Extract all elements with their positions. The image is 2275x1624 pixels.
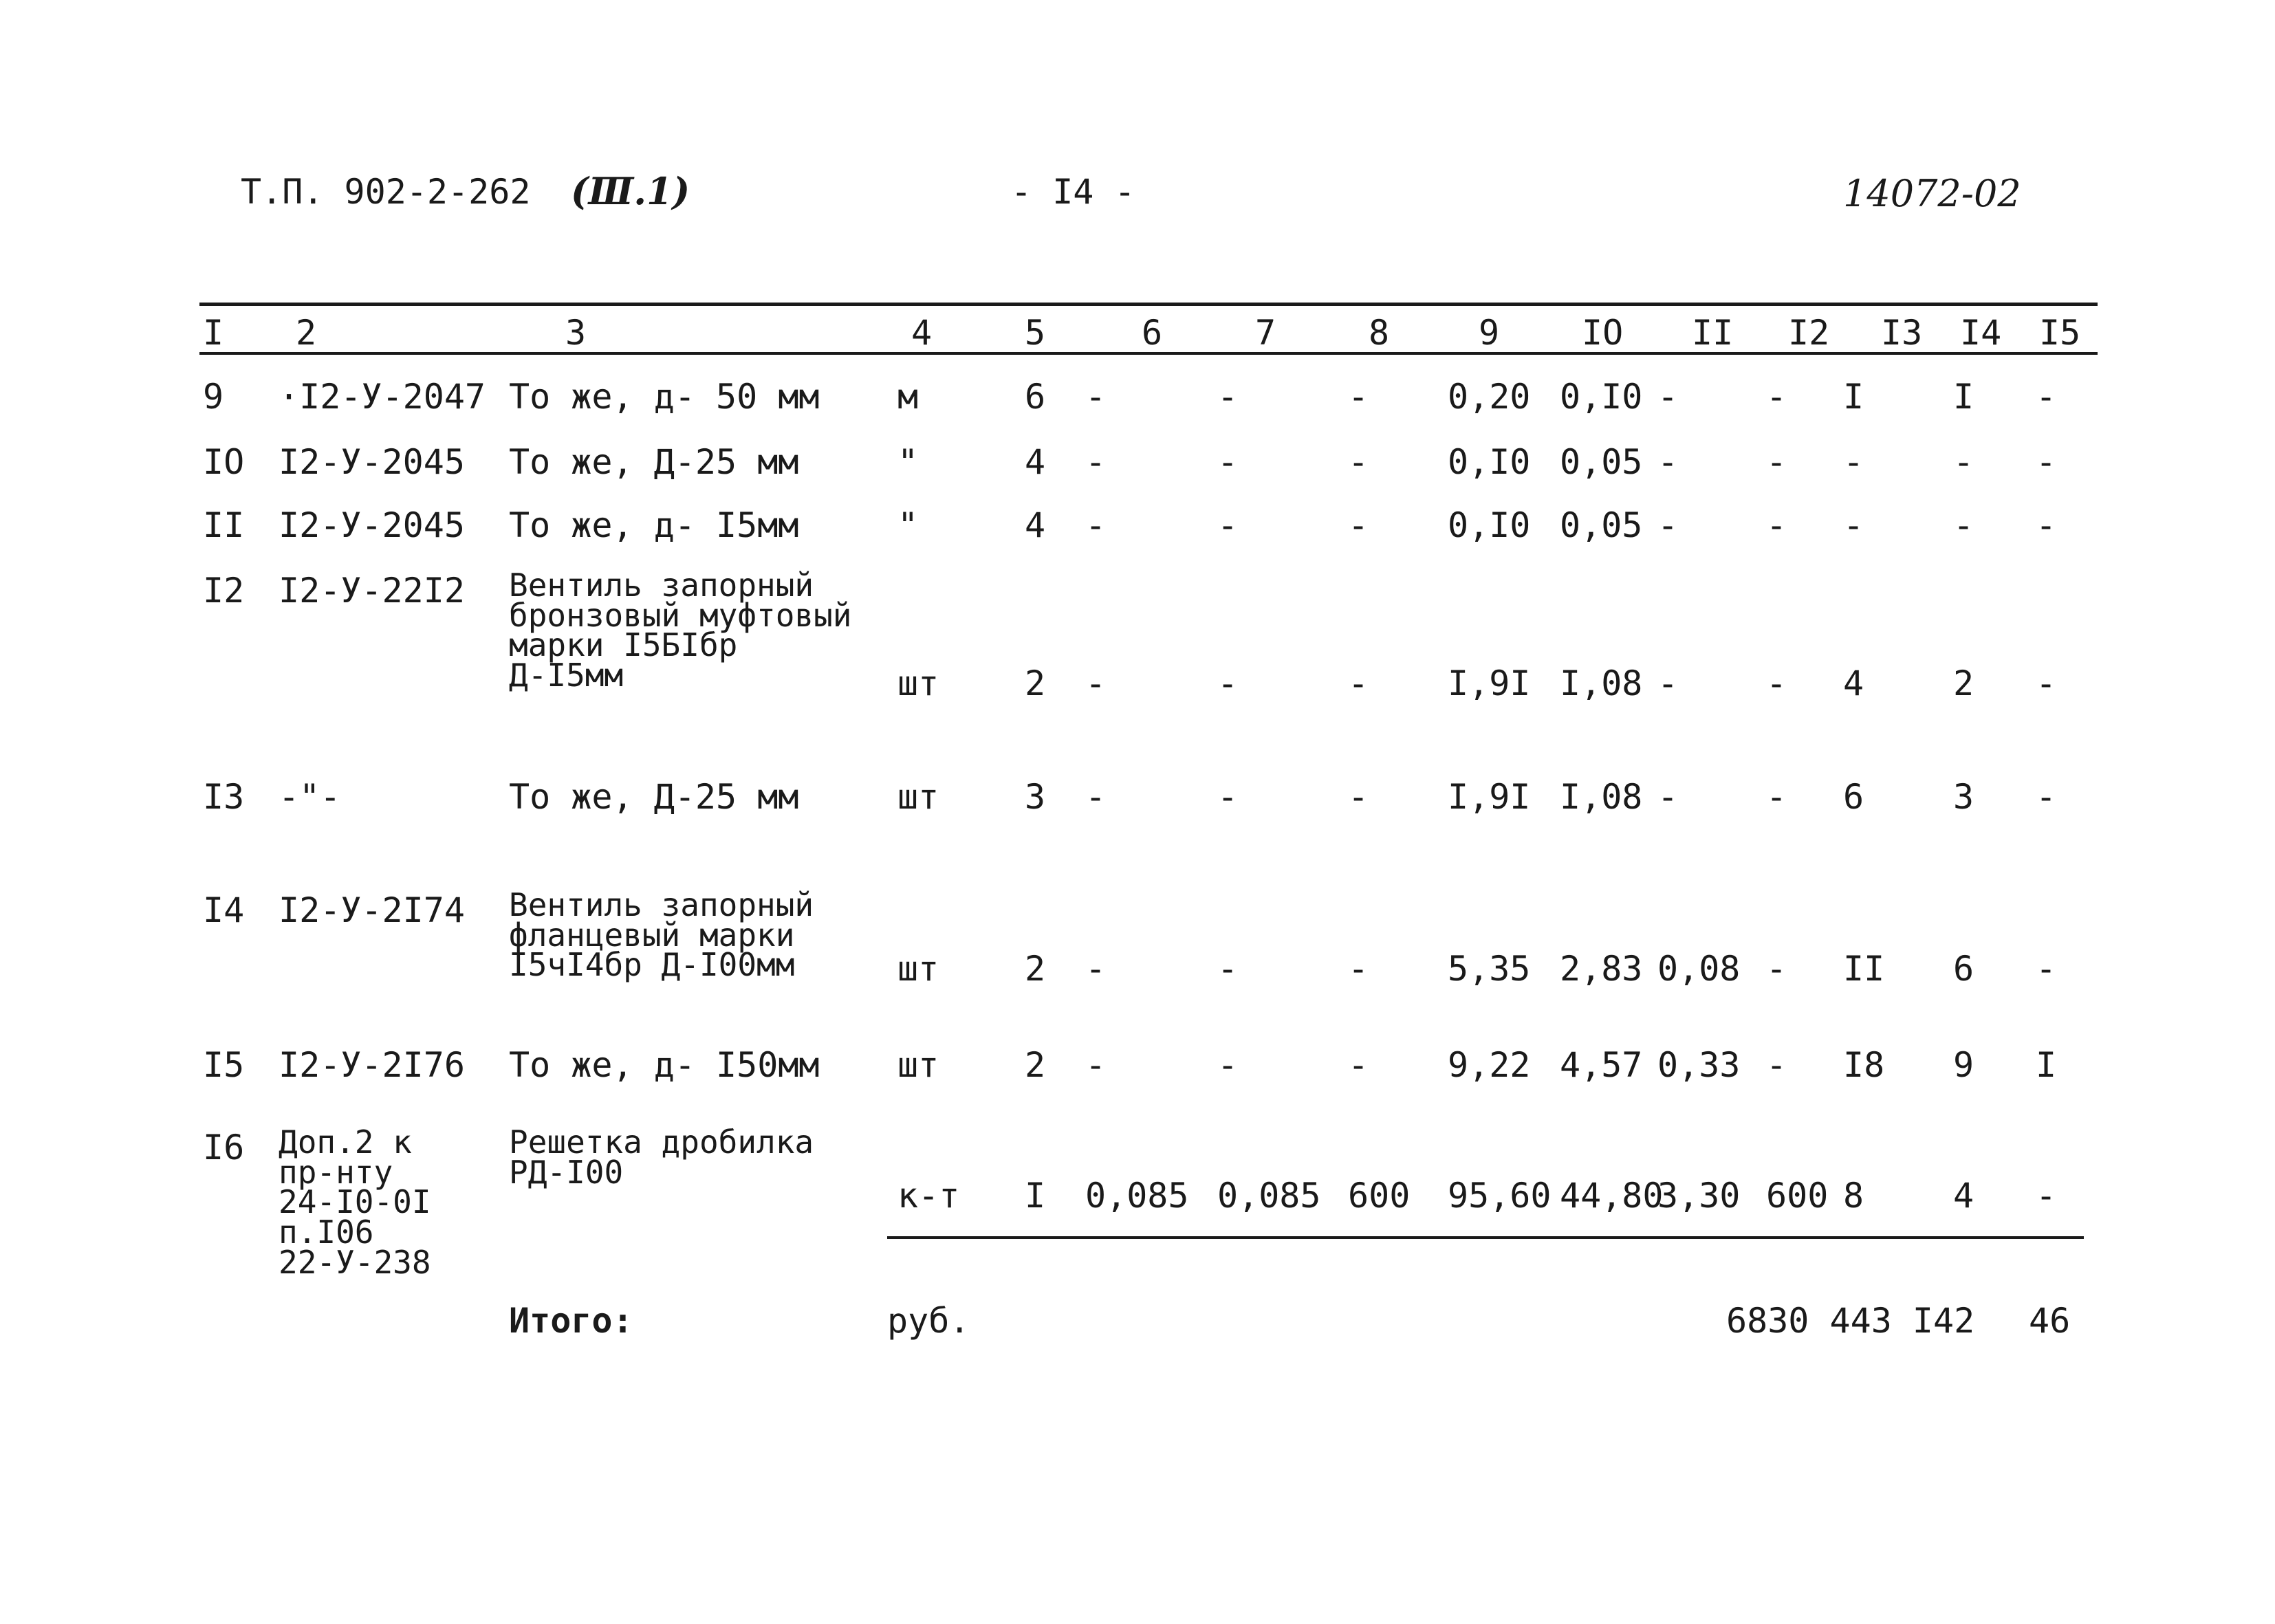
cell-c8: - — [1348, 949, 1369, 989]
cell-c11: 3,30 — [1657, 1176, 1741, 1216]
cell-c11: - — [1657, 777, 1679, 817]
cell-c14: 9 — [1953, 1045, 1974, 1085]
cell-c15: - — [2036, 442, 2057, 482]
cell-c6: - — [1085, 442, 1107, 482]
item-code: I2-У-2045 — [279, 505, 465, 545]
cell-c5: 2 — [1025, 1045, 1046, 1085]
column-number: I4 — [1960, 313, 2002, 353]
cell-c9: 0,I0 — [1448, 505, 1531, 545]
cell-c5: 4 — [1025, 505, 1046, 545]
cell-c7: - — [1217, 505, 1239, 545]
cell-c11: 0,33 — [1657, 1045, 1741, 1085]
cell-c12: - — [1766, 777, 1787, 817]
column-number: 3 — [565, 313, 587, 353]
cell-c7: - — [1217, 1045, 1239, 1085]
cell-unit: шт — [897, 777, 939, 817]
cell-c7: - — [1217, 777, 1239, 817]
cell-c15: I — [2036, 1045, 2057, 1085]
cell-c12: - — [1766, 442, 1787, 482]
cell-c8: - — [1348, 377, 1369, 417]
cell-c10: 44,80 — [1560, 1176, 1664, 1216]
cell-c6: 0,085 — [1085, 1176, 1189, 1216]
cell-c15: - — [2036, 663, 2057, 703]
cell-c14: 4 — [1953, 1176, 1974, 1216]
cell-unit: " — [897, 442, 919, 482]
cell-c6: - — [1085, 1045, 1107, 1085]
item-code: ·I2-У-2047 — [279, 377, 486, 417]
cell-c11: - — [1657, 663, 1679, 703]
cell-c12: - — [1766, 377, 1787, 417]
total-label: Итого: — [509, 1301, 633, 1341]
total-column-15: 46 — [2029, 1301, 2071, 1341]
cell-c13: - — [1843, 442, 1864, 482]
cell-c13: 4 — [1843, 663, 1864, 703]
total-unit: руб. — [887, 1301, 970, 1341]
cell-c8: - — [1348, 1045, 1369, 1085]
table-bottom-rule — [887, 1236, 2084, 1239]
item-name: Решетка дробилка РД-I00 — [509, 1123, 814, 1191]
cell-c12: - — [1766, 1045, 1787, 1085]
cell-c7: - — [1217, 377, 1239, 417]
column-number: 5 — [1025, 313, 1046, 353]
item-name: То же, Д-25 мм — [509, 442, 799, 482]
item-name: Вентиль запорный бронзовый муфтовый марки I5БIбр Д-I5мм — [509, 567, 852, 694]
row-number: II — [203, 505, 245, 545]
cell-c12: 600 — [1766, 1176, 1829, 1216]
cell-c10: 2,83 — [1560, 949, 1643, 989]
row-number: I6 — [203, 1128, 245, 1167]
cell-c11: - — [1657, 505, 1679, 545]
total-sum: 6830 443 I42 — [1726, 1301, 1975, 1341]
cell-c13: 8 — [1843, 1176, 1864, 1216]
cell-c15: - — [2036, 777, 2057, 817]
column-number: 6 — [1142, 313, 1163, 353]
cell-c5: 3 — [1025, 777, 1046, 817]
cell-c9: I,9I — [1448, 777, 1531, 817]
cell-c7: 0,085 — [1217, 1176, 1321, 1216]
cell-c10: 0,05 — [1560, 442, 1643, 482]
item-code: -"- — [279, 777, 341, 817]
cell-c6: - — [1085, 777, 1107, 817]
cell-unit: шт — [897, 949, 939, 989]
column-number: IO — [1582, 313, 1624, 353]
item-name: То же, Д-25 мм — [509, 777, 799, 817]
cell-c9: 5,35 — [1448, 949, 1531, 989]
cell-unit: шт — [897, 1045, 939, 1085]
cell-c12: - — [1766, 505, 1787, 545]
cell-c13: I8 — [1843, 1045, 1885, 1085]
cell-c5: 6 — [1025, 377, 1046, 417]
item-name: То же, д- I50мм — [509, 1045, 820, 1085]
column-number: I2 — [1788, 313, 1830, 353]
row-number: 9 — [203, 377, 224, 417]
cell-c5: 2 — [1025, 949, 1046, 989]
cell-c8: - — [1348, 442, 1369, 482]
cell-c13: II — [1843, 949, 1885, 989]
cell-c9: 0,20 — [1448, 377, 1531, 417]
cell-unit: м — [897, 377, 919, 417]
cell-unit: шт — [897, 663, 939, 703]
cell-c8: 600 — [1348, 1176, 1411, 1216]
cell-unit: " — [897, 505, 919, 545]
column-number: 9 — [1479, 313, 1500, 353]
cell-c7: - — [1217, 442, 1239, 482]
inventory-number: 14072-02 — [1843, 172, 2021, 215]
cell-c8: - — [1348, 505, 1369, 545]
cell-c10: I,08 — [1560, 777, 1643, 817]
cell-c5: 2 — [1025, 663, 1046, 703]
cell-c10: 0,I0 — [1560, 377, 1643, 417]
cell-c12: - — [1766, 663, 1787, 703]
row-number: I4 — [203, 890, 245, 930]
item-code: I2-У-2045 — [279, 442, 465, 482]
cell-c9: 95,60 — [1448, 1176, 1552, 1216]
column-number: II — [1692, 313, 1734, 353]
cell-unit: к-т — [897, 1176, 960, 1216]
cell-c11: - — [1657, 442, 1679, 482]
column-number: 2 — [296, 313, 317, 353]
column-number: I5 — [2039, 313, 2081, 353]
cell-c14: 2 — [1953, 663, 1974, 703]
cell-c10: 4,57 — [1560, 1045, 1643, 1085]
cell-c6: - — [1085, 377, 1107, 417]
document-code: Т.П. 902-2-262 — [241, 172, 531, 212]
item-code: I2-У-2I76 — [279, 1045, 465, 1085]
album-mark: (Ⅲ.1) — [571, 169, 690, 213]
cell-c15: - — [2036, 949, 2057, 989]
item-name: Вентиль запорный фланцевый марки I5чI4бр Д-I00мм — [509, 886, 814, 984]
cell-c10: I,08 — [1560, 663, 1643, 703]
row-number: I2 — [203, 571, 245, 611]
cell-c13: 6 — [1843, 777, 1864, 817]
cell-c6: - — [1085, 663, 1107, 703]
item-name: То же, д- 50 мм — [509, 377, 820, 417]
row-number: I5 — [203, 1045, 245, 1085]
cell-c8: - — [1348, 663, 1369, 703]
column-number: 8 — [1369, 313, 1390, 353]
cell-c15: - — [2036, 505, 2057, 545]
cell-c14: - — [1953, 505, 1974, 545]
column-number: I — [203, 313, 224, 353]
cell-c5: 4 — [1025, 442, 1046, 482]
row-number: IO — [203, 442, 245, 482]
cell-c14: I — [1953, 377, 1974, 417]
item-code: Доп.2 к пр-нту 24-I0-0I п.I06 22-У-238 — [279, 1123, 431, 1281]
cell-c7: - — [1217, 949, 1239, 989]
cell-c12: - — [1766, 949, 1787, 989]
cell-c8: - — [1348, 777, 1369, 817]
row-number: I3 — [203, 777, 245, 817]
item-code: I2-У-22I2 — [279, 571, 465, 611]
cell-c15: - — [2036, 1176, 2057, 1216]
cell-c6: - — [1085, 949, 1107, 989]
column-number: 4 — [911, 313, 933, 353]
column-number: 7 — [1255, 313, 1276, 353]
item-code: I2-У-2I74 — [279, 890, 465, 930]
cell-c14: 3 — [1953, 777, 1974, 817]
cell-c5: I — [1025, 1176, 1046, 1216]
cell-c11: - — [1657, 377, 1679, 417]
table-top-rule — [199, 303, 2098, 306]
cell-c9: I,9I — [1448, 663, 1531, 703]
cell-c13: I — [1843, 377, 1864, 417]
cell-c14: 6 — [1953, 949, 1974, 989]
cell-c9: 0,I0 — [1448, 442, 1531, 482]
cell-c13: - — [1843, 505, 1864, 545]
cell-c10: 0,05 — [1560, 505, 1643, 545]
cell-c6: - — [1085, 505, 1107, 545]
cell-c9: 9,22 — [1448, 1045, 1531, 1085]
cell-c14: - — [1953, 442, 1974, 482]
cell-c7: - — [1217, 663, 1239, 703]
column-number: I3 — [1881, 313, 1923, 353]
cell-c11: 0,08 — [1657, 949, 1741, 989]
page-number: - I4 - — [1011, 172, 1135, 212]
item-name: То же, д- I5мм — [509, 505, 799, 545]
cell-c15: - — [2036, 377, 2057, 417]
